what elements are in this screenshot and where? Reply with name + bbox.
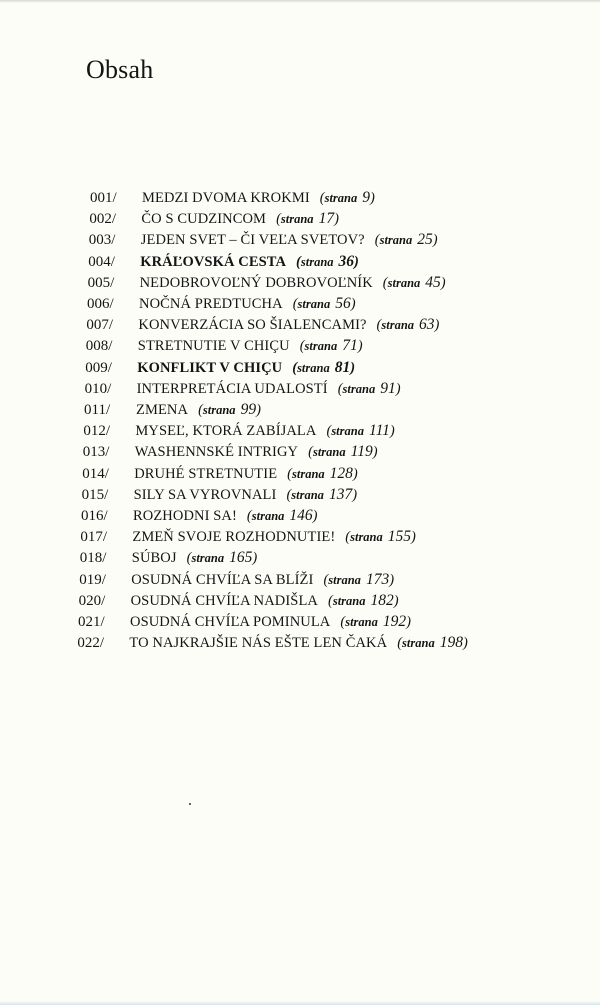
toc-entry-017 <box>80 527 415 547</box>
toc-entry-019 <box>79 570 394 590</box>
chapter-title: NOČNÁ PREDTUCHA <box>139 296 283 312</box>
chapter-number: 004/ <box>88 253 115 270</box>
page-number: 91 <box>380 379 396 397</box>
page-reference: (strana 137) <box>286 485 358 503</box>
chapter-title: DRUHÉ STRETNUTIE <box>134 465 278 482</box>
ink-speck <box>189 803 191 805</box>
page-number: 81 <box>334 358 351 376</box>
chapter-title: INTERPRETÁCIA UDALOSTÍ <box>136 380 328 397</box>
toc-entry-010 <box>85 379 401 399</box>
chapter-number: 017/ <box>80 529 108 546</box>
page-word: strana <box>328 572 361 587</box>
page-word: strana <box>304 339 338 354</box>
page-reference: (strana 17) <box>276 210 339 228</box>
page-word: strana <box>202 403 236 417</box>
page-number: 17 <box>318 210 335 228</box>
page-reference: (strana 165) <box>186 549 258 567</box>
page-reference: (strana 192) <box>340 613 411 630</box>
page-reference: (strana 155) <box>345 528 416 546</box>
page-reference: (strana 99) <box>198 401 261 418</box>
toc-entry-012 <box>83 421 394 441</box>
chapter-number: 002/ <box>89 211 117 228</box>
chapter-title: WASHENNSKÉ INTRIGY <box>134 444 299 461</box>
page-word: strana <box>381 318 415 333</box>
page-word: strana <box>345 615 378 629</box>
toc-entry-003 <box>89 230 438 250</box>
chapter-number: 008/ <box>85 338 113 355</box>
page-number: 45 <box>425 273 441 291</box>
bottom-page-edge <box>0 1001 600 1005</box>
page-word: strana <box>191 551 225 566</box>
chapter-number: 020/ <box>78 592 106 609</box>
chapter-number: 018/ <box>79 550 107 567</box>
page-number: 173 <box>365 570 390 588</box>
page-reference: (strana 56) <box>292 295 356 312</box>
page-word: strana <box>402 636 435 651</box>
toc-entry-007 <box>86 315 439 335</box>
page-reference: (strana 119) <box>308 443 378 461</box>
page-number: 182 <box>370 591 394 609</box>
chapter-number: 016/ <box>81 508 108 524</box>
chapter-title: OSUDNÁ CHVÍĽA POMINULA <box>130 614 331 630</box>
toc-entry-013 <box>83 442 378 462</box>
chapter-number: 007/ <box>86 317 114 334</box>
page-reference: (strana 173) <box>323 570 395 588</box>
chapter-number: 010/ <box>84 380 112 397</box>
page-word: strana <box>251 509 285 523</box>
contents-heading: Obsah <box>86 55 154 84</box>
page-reference: (strana 91) <box>337 379 401 397</box>
chapter-title: ROZHODNI SA! <box>133 508 237 524</box>
page-word: strana <box>332 593 366 608</box>
page-number: 111 <box>368 422 390 440</box>
toc-entry-021 <box>78 612 411 632</box>
page-word: strana <box>300 254 334 269</box>
chapter-title: ZMENA <box>136 402 189 418</box>
page-number: 99 <box>240 401 257 418</box>
chapter-number: 011/ <box>84 402 111 418</box>
chapter-title: MYSEĽ, KTORÁ ZABÍJALA <box>135 423 317 440</box>
toc-entry-004 <box>88 252 359 272</box>
toc-entry-006 <box>87 294 356 314</box>
chapter-title: SÚBOJ <box>131 550 177 567</box>
page-word: strana <box>331 424 364 439</box>
chapter-title: KONVERZÁCIA SO ŠIALENCAMI? <box>138 317 367 334</box>
chapter-title: NEDOBROVOĽNÝ DOBROVOĽNÍK <box>139 274 373 291</box>
page-number: 155 <box>387 528 412 546</box>
chapter-number: 022/ <box>77 635 105 652</box>
chapter-number: 003/ <box>88 232 116 249</box>
page-number: 137 <box>328 485 353 503</box>
page-word: strana <box>379 233 413 248</box>
page-number: 119 <box>350 443 373 461</box>
page-word: strana <box>387 275 421 290</box>
chapter-number: 021/ <box>78 614 105 630</box>
chapter-title: OSUDNÁ CHVÍĽA NADIŠLA <box>130 592 318 609</box>
page-number: 63 <box>419 316 435 334</box>
top-page-edge <box>0 0 600 3</box>
toc-entry-009 <box>85 358 355 378</box>
page-reference: (strana 9) <box>319 189 375 206</box>
page-number: 128 <box>329 464 353 482</box>
toc-entry-018 <box>80 548 257 568</box>
page-word: strana <box>324 191 358 205</box>
chapter-title: TO NAJKRAJŠIE NÁS EŠTE LEN ČAKÁ <box>129 635 388 652</box>
chapter-number: 012/ <box>83 423 111 440</box>
page-reference: (strana 146) <box>246 507 318 524</box>
page-number: 198 <box>439 634 463 652</box>
toc-entry-002 <box>89 209 339 229</box>
page-word: strana <box>342 381 376 396</box>
page-number: 146 <box>289 507 313 524</box>
chapter-title: ČO S CUDZINCOM <box>141 211 267 228</box>
chapter-title: KONFLIKT V CHIÇU <box>137 359 283 376</box>
page-number: 9 <box>362 189 370 206</box>
chapter-title: ZMEŇ SVOJE ROZHODNUTIE! <box>132 529 336 546</box>
chapter-number: 014/ <box>82 465 109 482</box>
page-word: strana <box>292 466 325 481</box>
page-number: 192 <box>382 613 407 630</box>
page-number: 56 <box>335 295 351 312</box>
page-reference: (strana 45) <box>382 273 446 291</box>
page-reference: (strana 81) <box>292 358 356 376</box>
chapter-title: JEDEN SVET – ČI VEĽA SVETOV? <box>140 232 365 249</box>
chapter-title: KRÁĽOVSKÁ CESTA <box>140 253 287 270</box>
page-word: strana <box>350 530 383 545</box>
page-reference: (strana 111) <box>326 422 395 440</box>
chapter-title: OSUDNÁ CHVÍĽA SA BLÍŽI <box>131 571 314 588</box>
page-reference: (strana 63) <box>376 316 440 334</box>
toc-entry-001 <box>90 188 375 208</box>
toc-entry-020 <box>79 591 399 611</box>
chapter-number: 001/ <box>90 190 117 206</box>
page-word: strana <box>280 212 314 227</box>
page-number: 36 <box>338 252 355 270</box>
chapter-title: SILY SA VYROVNALI <box>133 486 277 503</box>
chapter-title: STRETNUTIE V CHIÇU <box>137 338 290 355</box>
page-number: 71 <box>342 337 358 355</box>
toc-entry-005 <box>88 273 446 293</box>
toc-entry-008 <box>86 336 363 356</box>
page-reference: (strana 36) <box>296 252 359 270</box>
toc-entry-011 <box>84 400 261 420</box>
chapter-number: 006/ <box>87 296 114 312</box>
page-word: strana <box>291 487 324 502</box>
toc-entry-014 <box>82 464 358 484</box>
chapter-number: 005/ <box>87 274 115 291</box>
page-word: strana <box>297 360 330 375</box>
page-reference: (strana 182) <box>327 591 399 609</box>
chapter-number: 009/ <box>85 359 112 376</box>
page-reference: (strana 71) <box>299 337 363 355</box>
page-number: 165 <box>229 549 253 567</box>
page-number: 25 <box>417 231 433 249</box>
page-reference: (strana 128) <box>287 464 358 482</box>
toc-entry-015 <box>82 485 357 505</box>
page-reference: (strana 25) <box>374 231 438 249</box>
toc-entry-022 <box>77 633 467 653</box>
chapter-number: 015/ <box>81 486 109 503</box>
page-word: strana <box>297 297 331 311</box>
page-reference: (strana 198) <box>397 634 468 652</box>
toc-entry-016 <box>81 506 318 526</box>
page-word: strana <box>312 445 346 460</box>
chapter-title: MEDZI DVOMA KROKMI <box>142 190 310 206</box>
chapter-number: 013/ <box>82 444 110 461</box>
chapter-number: 019/ <box>79 571 106 588</box>
